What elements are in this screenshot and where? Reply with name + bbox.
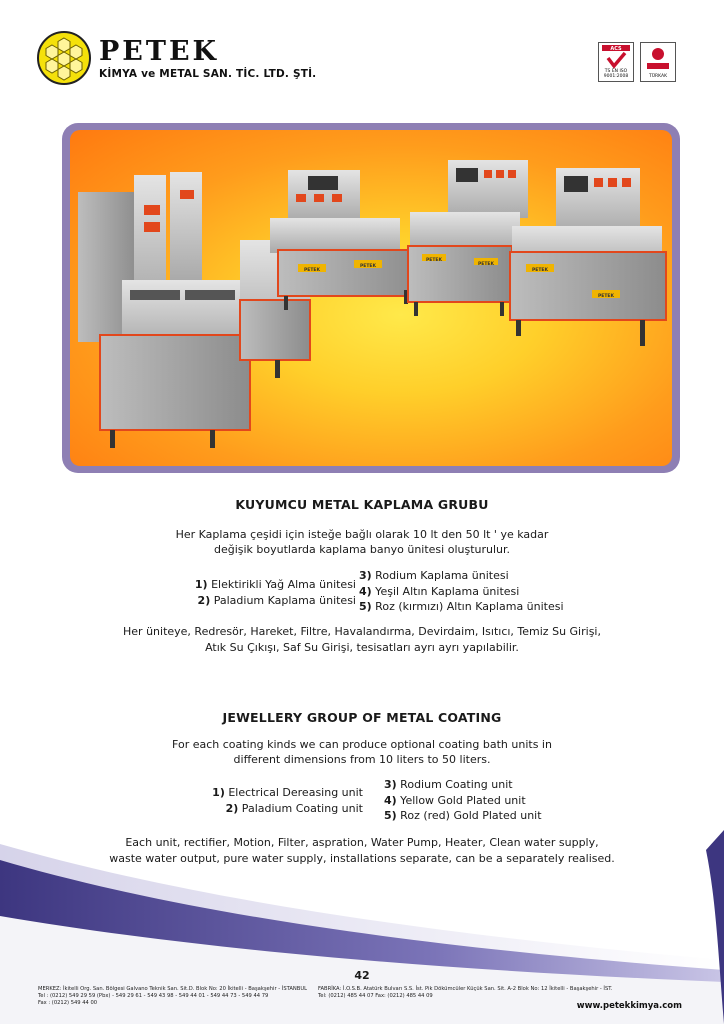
turkish-title: KUYUMCU METAL KAPLAMA GRUBU bbox=[235, 497, 489, 512]
list-item: 5) Roz (kırmızı) Altın Kaplama ünitesi bbox=[359, 600, 564, 613]
english-intro-line-1: For each coating kinds we can produce optional coating bath units in bbox=[172, 738, 552, 751]
fabrika-phone: Tel: (0212) 485 44 07 Fax: (0212) 485 44 09 bbox=[318, 992, 433, 999]
list-item: 4) Yeşil Altın Kaplama ünitesi bbox=[359, 584, 520, 598]
merkez-phone: Tel : (0212) 549 29 59 (Pbx) - 549 29 61 - 549 43 98 - 549 44 01 - 549 44 73 - 549 44 79 bbox=[38, 992, 269, 999]
merkez-address: MERKEZ: İkitelli Org. San. Bölgesi Galvano Teknik San. Sit.D. Blok No: 20 İkitelli - Başakşehir - İSTANBUL bbox=[38, 986, 308, 992]
english-title: JEWELLERY GROUP OF METAL COATING bbox=[222, 710, 502, 725]
website-link[interactable]: www.petekkimya.com bbox=[576, 1001, 682, 1011]
english-right-list bbox=[384, 777, 542, 824]
list-item: 4) Yellow Gold Plated unit bbox=[384, 793, 526, 807]
list-item: 3) Rodium Coating unit bbox=[384, 778, 513, 791]
turkish-intro-line-2: değişik boyutlarda kaplama banyo ünitesi oluşturulur. bbox=[213, 543, 511, 556]
turkak-text: TÜRKAK bbox=[648, 74, 668, 79]
list-item: 2) Paladium Coating unit bbox=[225, 801, 363, 815]
fabrika-address: FABRİKA: İ.O.S.B. Atatürk Bulvarı S.S. İst. Pik Dökümcüler Küçük San. Sit. A-2 Blok No: 12 İkitelli - Başakşehir - İST. bbox=[318, 986, 613, 992]
list-item: 3) Rodium Kaplama ünitesi bbox=[359, 569, 509, 582]
turkish-outro-line-1: Her üniteye, Redresör, Hareket, Filtre, Havalandırma, Devirdaim, Isıtıcı, Temiz Su Girişi, bbox=[123, 625, 601, 638]
turkish-left-list bbox=[160, 577, 356, 608]
product-photo bbox=[70, 130, 672, 466]
turkish-outro-line-2: Atık Su Çıkışı, Saf Su Girişi, tesisatları ayrı ayrı yapılabilir. bbox=[205, 641, 519, 654]
brand-name: PETEK bbox=[99, 36, 220, 67]
plating-unit-middle bbox=[270, 170, 420, 310]
turkish-right-list bbox=[359, 568, 564, 615]
plating-unit-right-2 bbox=[510, 168, 666, 346]
list-item: 2) Paladium Kaplama ünitesi bbox=[197, 593, 356, 607]
english-outro-line-1: Each unit, rectifier, Motion, Filter, aspration, Water Pump, Heater, Clean water supply, bbox=[125, 836, 599, 849]
machine-label-plate: PETEK bbox=[425, 258, 443, 263]
company-name: KİMYA ve METAL SAN. TİC. LTD. ŞTİ. bbox=[99, 68, 317, 80]
list-item: 1) Elektirikli Yağ Alma ünitesi bbox=[194, 578, 356, 591]
merkez-fax: Fax : (0212) 549 44 00 bbox=[38, 999, 98, 1006]
machine-label-plate: PETEK bbox=[359, 264, 377, 269]
iso-certificate-badge bbox=[598, 42, 634, 82]
iso-certificate-text: TS EN ISO 9001:2008 bbox=[603, 69, 629, 79]
company-logo bbox=[36, 30, 96, 86]
machine-label-plate: PETEK bbox=[477, 262, 495, 267]
english-left-list bbox=[180, 785, 363, 816]
list-item: 5) Roz (red) Gold Plated unit bbox=[384, 809, 542, 822]
turkish-intro-line-1: Her Kaplama çeşidi için isteğe bağlı olarak 10 lt den 50 lt ' ye kadar bbox=[175, 528, 549, 541]
plating-unit-left bbox=[78, 172, 310, 448]
english-outro-line-2: waste water output, pure water supply, installations separate, can be a separately realised. bbox=[109, 852, 615, 865]
english-intro-line-2: different dimensions from 10 liters to 50 liters. bbox=[233, 753, 491, 766]
list-item: 1) Electrical Dereasing unit bbox=[212, 786, 363, 799]
turkak-badge bbox=[640, 42, 676, 82]
footer-fabrika bbox=[318, 986, 612, 1000]
page-number: 42 bbox=[354, 969, 370, 982]
footer-merkez bbox=[38, 986, 307, 1006]
svg-text:ACS: ACS bbox=[610, 46, 622, 52]
machine-label-plate: PETEK bbox=[597, 294, 615, 299]
machine-label-plate: PETEK bbox=[531, 268, 549, 273]
machine-label-plate: PETEK bbox=[303, 268, 321, 273]
